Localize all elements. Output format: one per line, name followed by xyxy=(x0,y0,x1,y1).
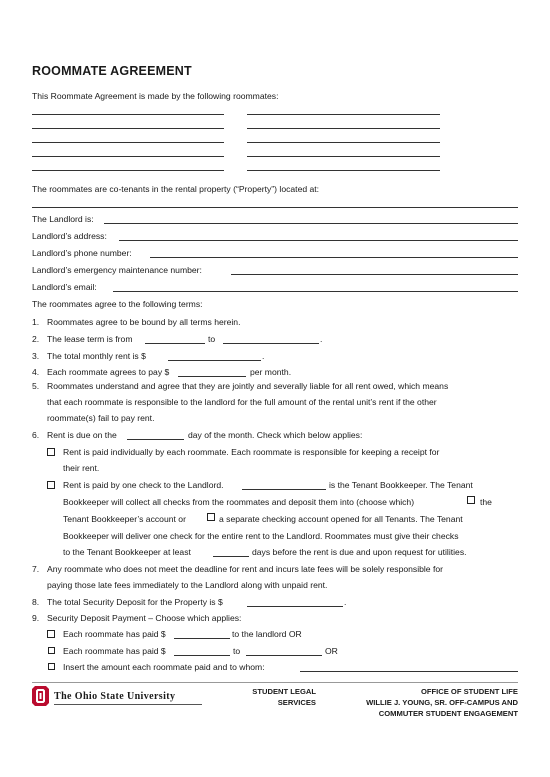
roommate-name-line[interactable] xyxy=(247,128,440,129)
landlord-email-line[interactable] xyxy=(113,291,518,292)
deposit-amount-line-1[interactable] xyxy=(174,638,230,639)
roommate-name-line[interactable] xyxy=(32,170,224,171)
deposit-option-1b: to the landlord OR xyxy=(232,629,302,639)
block-o-logo-icon xyxy=(32,686,49,711)
lease-end-line[interactable] xyxy=(223,343,319,344)
deposit-landlord-checkbox[interactable] xyxy=(47,630,55,638)
option-single-check-line-2b: the xyxy=(480,497,492,507)
term-4-per-month: per month. xyxy=(250,367,292,377)
document-title: ROOMMATE AGREEMENT xyxy=(32,64,192,78)
roommate-name-line[interactable] xyxy=(32,128,224,129)
days-before-line[interactable] xyxy=(213,556,249,557)
term-9: 9. Security Deposit Payment – Choose which applies: xyxy=(32,613,242,623)
option-single-check-line-1a: Rent is paid by one check to the Landlord. xyxy=(63,480,224,490)
deposit-recipient-line[interactable] xyxy=(246,655,322,656)
deposit-amount-line-2[interactable] xyxy=(174,655,230,656)
term-8-period: . xyxy=(344,597,347,607)
option-single-check-line-3b: a separate checking account opened for all Tenants. The Tenant xyxy=(219,514,463,524)
deposit-option-2a: Each roommate has paid $ xyxy=(63,646,166,656)
roommate-name-line[interactable] xyxy=(247,156,440,157)
per-roommate-rent-line[interactable] xyxy=(178,376,246,377)
roommate-name-line[interactable] xyxy=(32,114,224,115)
option-single-check-line-3a: Tenant Bookkeeper’s account or xyxy=(63,514,186,524)
landlord-emergency-line[interactable] xyxy=(231,274,518,275)
deposit-details-line[interactable] xyxy=(300,671,518,672)
deposit-option-2b: to xyxy=(233,646,241,656)
option-individual-line-2: their rent. xyxy=(63,463,100,473)
landlord-email-label: Landlord’s email: xyxy=(32,282,97,292)
term-6-rest: day of the month. Check which below applies: xyxy=(188,430,363,440)
bookkeeper-account-checkbox[interactable] xyxy=(467,496,475,504)
office-of-student-life: OFFICE OF STUDENT LIFE WILLIE J. YOUNG, SR. OFF-CAMPUS AND COMMUTER STUDENT ENGAGEMENT xyxy=(366,687,518,718)
option-single-check-line-4: Bookkeeper will deliver one check for the entire rent to the Landlord. Roommates must give their checks xyxy=(63,531,459,541)
term-3: 3. The total monthly rent is $ xyxy=(32,351,146,361)
option-individual-line-1: Rent is paid individually by each roommate. Each roommate is responsible for keeping a receipt for xyxy=(63,447,440,457)
block-o-logo-icon-svg xyxy=(32,686,49,706)
separate-account-checkbox[interactable] xyxy=(207,513,215,521)
landlord-phone-line[interactable] xyxy=(150,257,518,258)
option-single-check-line-5b: days before the rent is due and upon request for utilities. xyxy=(252,547,467,557)
landlord-name-label: The Landlord is: xyxy=(32,214,94,224)
term-1: 1. Roommates agree to be bound by all terms herein. xyxy=(32,317,241,327)
landlord-address-line[interactable] xyxy=(119,240,518,241)
deposit-option-2c: OR xyxy=(325,646,338,656)
term-5-line-2: that each roommate is responsible to the landlord for the full amount of the rental unit’s rent if the other xyxy=(47,397,437,407)
cotenants-text: The roommates are co-tenants in the rental property (“Property”) located at: xyxy=(32,184,320,194)
lease-start-line[interactable] xyxy=(145,343,205,344)
university-underline xyxy=(54,704,202,705)
roommate-name-line[interactable] xyxy=(247,170,440,171)
landlord-emergency-label: Landlord’s emergency maintenance number: xyxy=(32,265,202,275)
deposit-option-3: Insert the amount each roommate paid and to whom: xyxy=(63,662,265,672)
term-5: 5. Roommates understand and agree that they are jointly and severally liable for all rent owed, which means xyxy=(32,381,449,391)
landlord-address-label: Landlord’s address: xyxy=(32,231,107,241)
term-7: 7. Any roommate who does not meet the deadline for rent and incurs late fees will be solely responsible for xyxy=(32,564,444,574)
roommate-name-line[interactable] xyxy=(247,142,440,143)
agree-terms-text: The roommates agree to the following terms: xyxy=(32,299,203,309)
deposit-other-checkbox[interactable] xyxy=(48,647,55,654)
option-single-check-line-2a: Bookkeeper will collect all checks from the roommates and deposit them into (choose which) xyxy=(63,497,415,507)
roommate-name-line[interactable] xyxy=(247,114,440,115)
term-2: 2. The lease term is from xyxy=(32,334,133,344)
term-6: 6. Rent is due on the xyxy=(32,430,117,440)
term-3-period: . xyxy=(262,351,265,361)
term-7-line-2: paying those late fees immediately to the Landlord along with unpaid rent. xyxy=(47,580,328,590)
property-address-line[interactable] xyxy=(32,207,518,208)
university-name: The Ohio State University xyxy=(54,691,176,702)
roommate-name-line[interactable] xyxy=(32,142,224,143)
individual-payment-checkbox[interactable] xyxy=(47,448,55,456)
landlord-phone-label: Landlord’s phone number: xyxy=(32,248,132,258)
student-legal-services: STUDENT LEGAL SERVICES xyxy=(252,687,316,707)
single-check-checkbox[interactable] xyxy=(47,481,55,489)
security-deposit-line[interactable] xyxy=(247,606,343,607)
footer-rule xyxy=(32,682,518,683)
option-single-check-line-1b: is the Tenant Bookkeeper. The Tenant xyxy=(329,480,473,490)
term-8: 8. The total Security Deposit for the Property is $ xyxy=(32,597,223,607)
term-2-period: . xyxy=(320,334,323,344)
term-4: 4. Each roommate agrees to pay $ xyxy=(32,367,170,377)
option-single-check-line-5a: to the Tenant Bookkeeper at least xyxy=(63,547,191,557)
deposit-insert-checkbox[interactable] xyxy=(48,663,55,670)
intro-text: This Roommate Agreement is made by the following roommates: xyxy=(32,91,279,101)
tenant-bookkeeper-line[interactable] xyxy=(242,489,326,490)
rent-due-day-line[interactable] xyxy=(127,439,184,440)
monthly-rent-line[interactable] xyxy=(168,360,261,361)
term-5-line-3: roommate(s) fail to pay rent. xyxy=(47,413,155,423)
term-2-to: to xyxy=(208,334,216,344)
roommate-name-line[interactable] xyxy=(32,156,224,157)
deposit-option-1a: Each roommate has paid $ xyxy=(63,629,166,639)
landlord-name-line[interactable] xyxy=(104,223,518,224)
